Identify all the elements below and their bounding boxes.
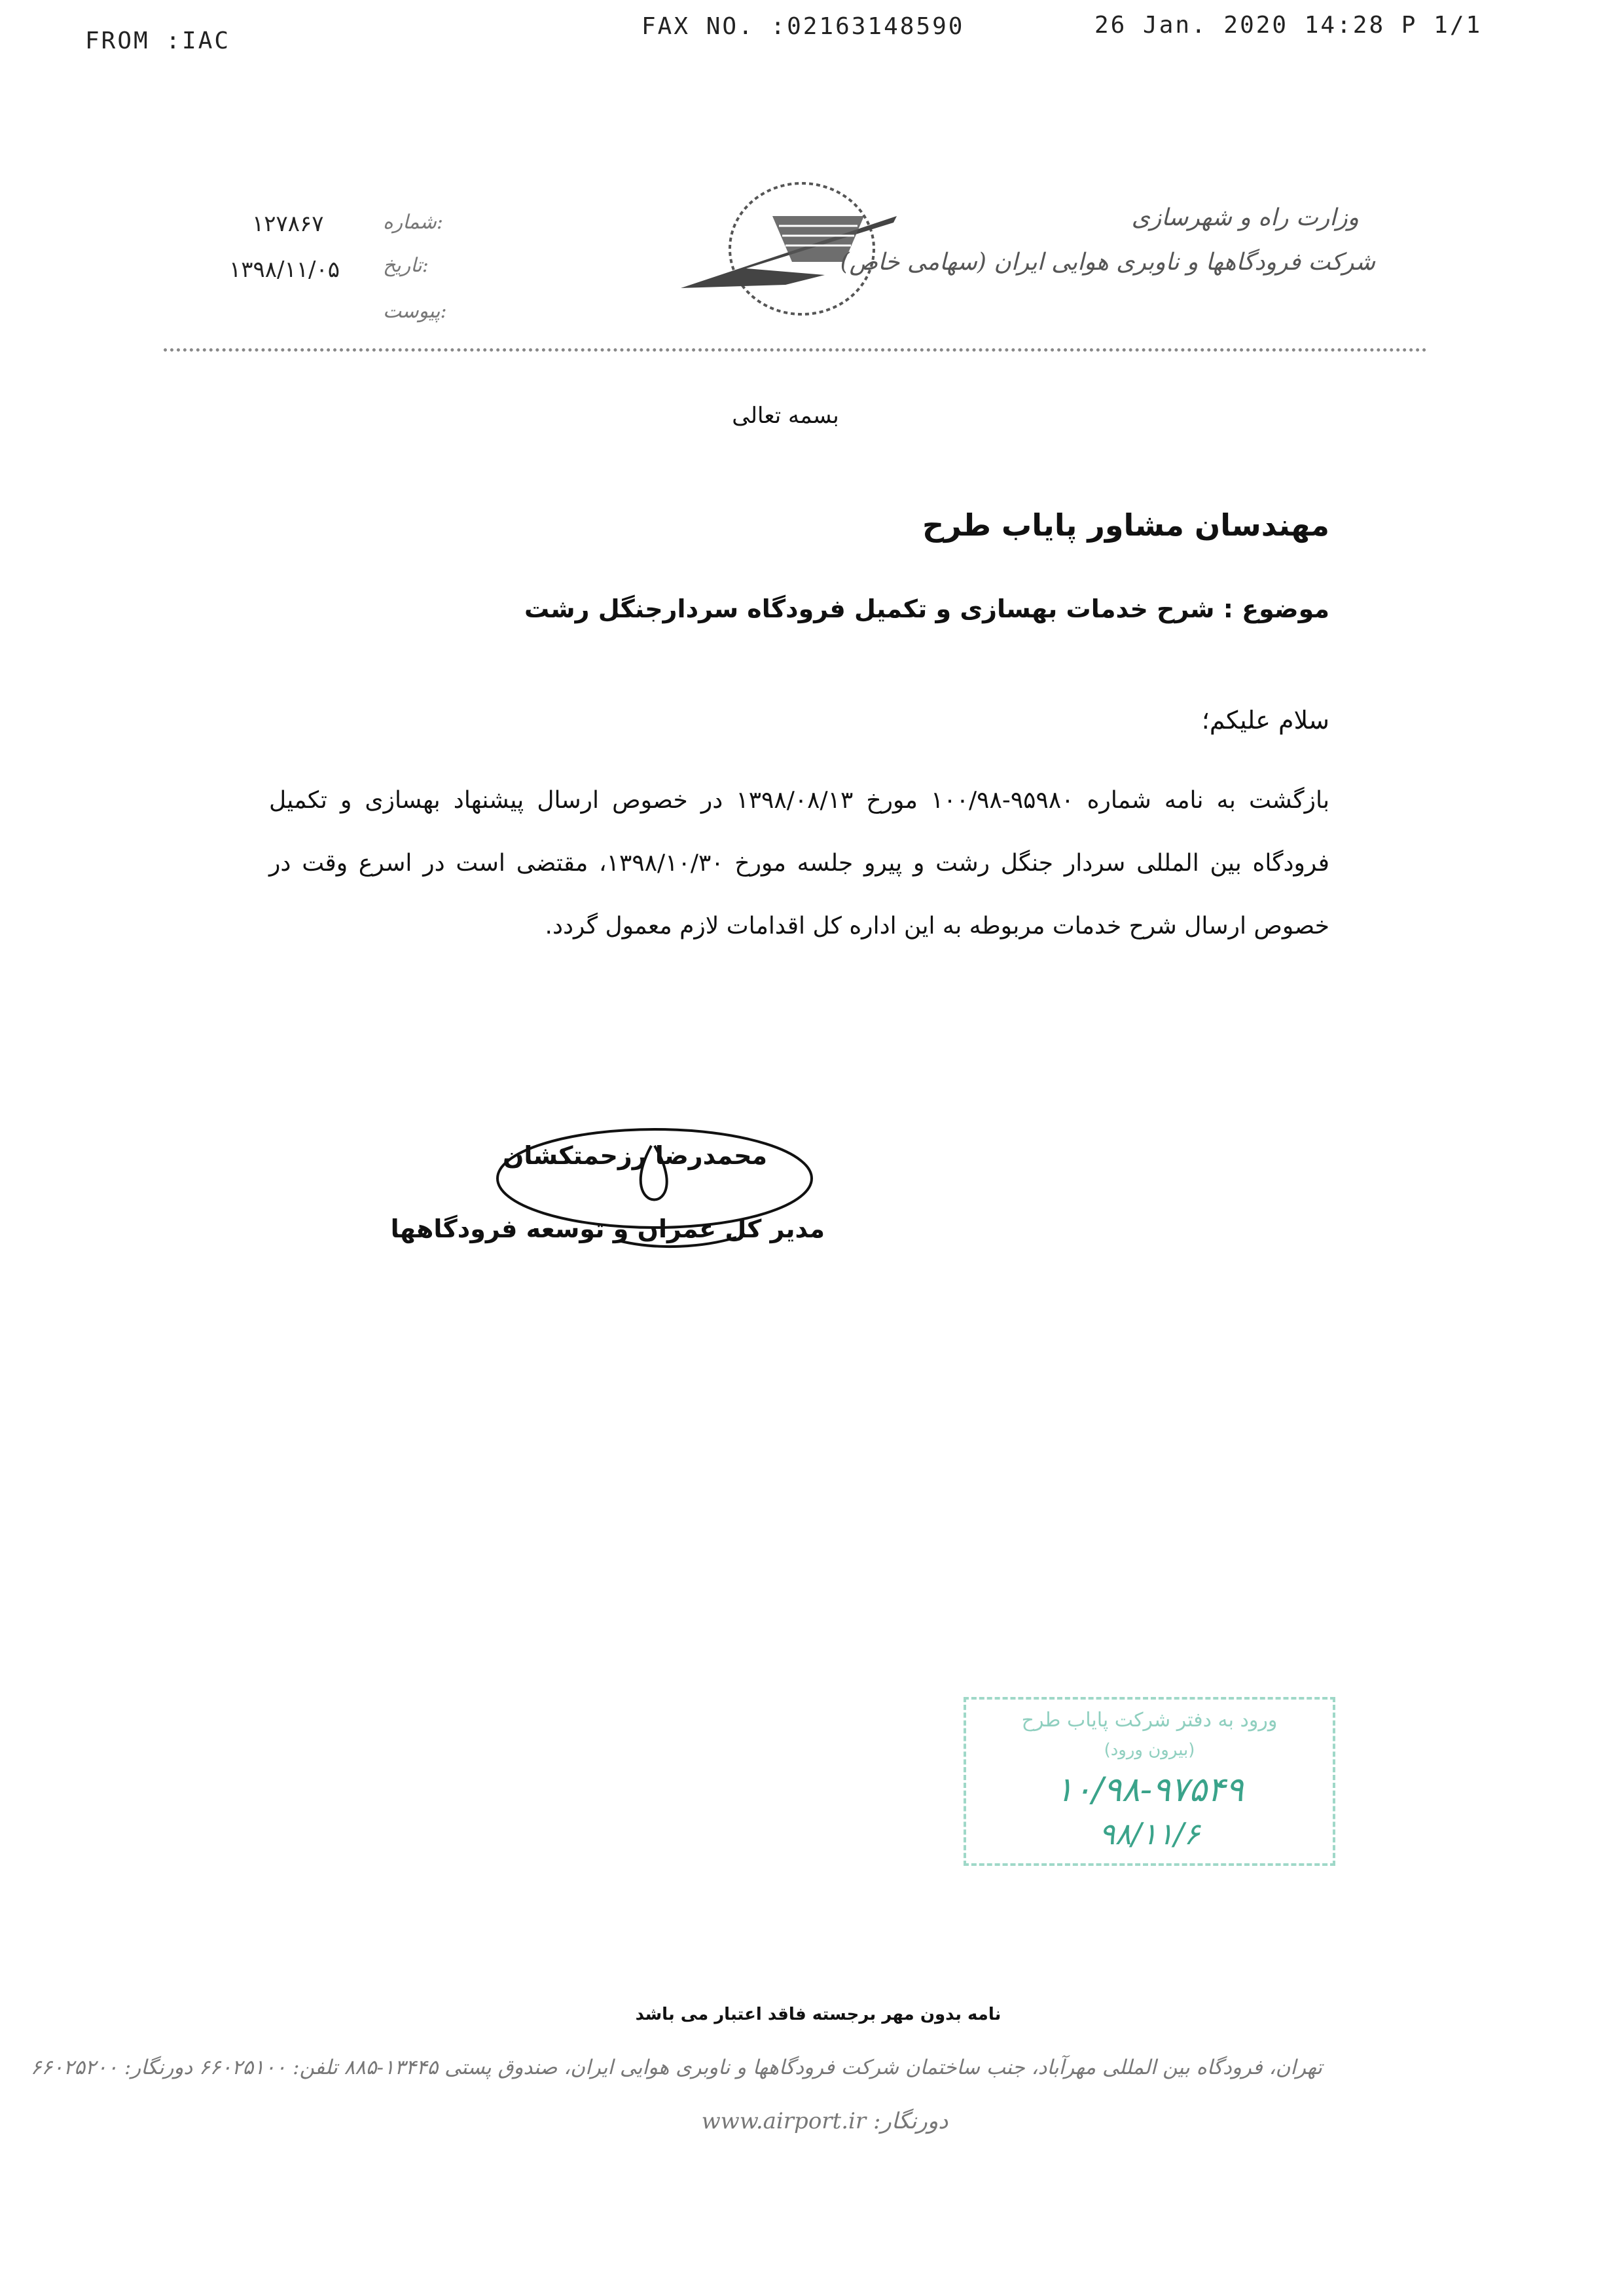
footer-website: www.airport.ir :دورنگار [701,2108,948,2134]
recipient: مهندسان مشاور پایاب طرح [922,507,1329,543]
fax-date-page: 26 Jan. 2020 14:28 P 1/1 [1094,12,1483,39]
date-label: تاریخ: [383,254,429,277]
ministry-name: وزارت راه و شهرسازی [1131,204,1359,231]
fax-number: FAX NO. :02163148590 [641,13,965,40]
footer-address: تهران، فرودگاه بین المللی مهرآباد، جنب ساختمان شرکت فرودگاهها و ناوبری هوایی ایران، صندوق پستی ۱۳۴۴۵-۸۸۵ تلفن: ۶۶۰۲۵۱۰۰ دورنگار: ۶۶۰۲۵۲۰۰ [30,2056,1322,2079]
attachment-label: پیوست: [383,300,447,323]
letter-date: ۱۳۹۸/۱۱/۰۵ [229,257,340,283]
number-label: شماره: [383,211,443,234]
stamp-line2: (بیرون ورود) [1104,1740,1195,1760]
letter-number: ۱۲۷۸۶۷ [252,211,324,237]
basmala: بسمه تعالی [732,403,839,429]
signatory-title: مدیر کل عمران و توسعه فرودگاهها [390,1214,825,1243]
signatory-name: محمدرضا رزحمتکشان [502,1141,768,1170]
received-stamp [964,1697,1335,1866]
company-name: شرکت فرودگاهها و ناوبری هوایی ایران (سهامی خاص) [840,249,1375,276]
header-divider [164,348,1427,352]
subject-line: موضوع : شرح خدمات بهسازی و تکمیل فرودگاه سردارجنگل رشت [524,594,1329,623]
footer-note: نامه بدون مهر برجسته فاقد اعتبار می باشد [635,2005,1001,2024]
stamp-number: ۱۰/۹۸-۹۷۵۴۹ [1055,1770,1244,1810]
stamp-line1: ورود به دفتر شرکت پایاب طرح [1021,1709,1278,1732]
stamp-date: ۹۸/۱۱/۶ [1098,1816,1200,1851]
body-paragraph: بازگشت به نامه شماره ۹۵۹۸۰-۱۰۰/۹۸ مورخ ۱۳۹۸/۰۸/۱۳ در خصوص ارسال پیشنهاد بهسازی و تکمیل فرودگاه بین المللی سردار جنگل رشت و پیرو جلسه مورخ ۱۳۹۸/۱۰/۳۰، مقتضی است در اسرع وقت در خصوص ارسال شرح خدمات مربوطه به این اداره کل اقدامات لازم معمول گردد. [269,787,1330,939]
greeting: سلام علیکم؛ [1201,706,1329,735]
fax-from: FROM :IAC [85,27,231,54]
